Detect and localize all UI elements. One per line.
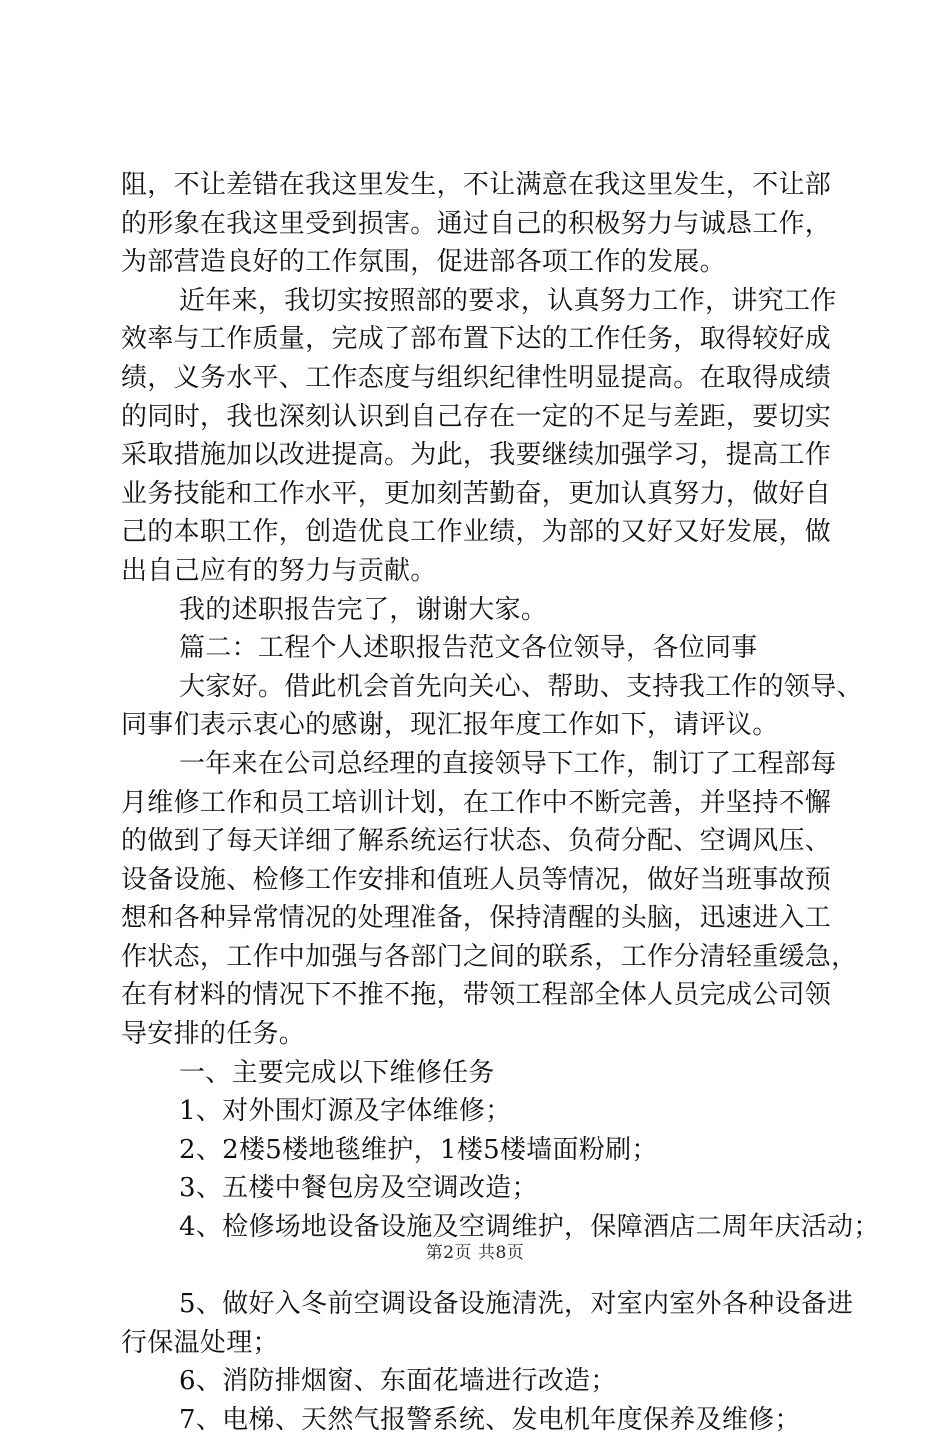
text-line: 2、2楼5楼地毯维护，1楼5楼墙面粉刷；	[179, 1134, 658, 1165]
text-line: 的同时，我也深刻认识到自己存在一定的不足与差距，要切实	[121, 401, 832, 432]
text-line: 一、主要完成以下维修任务	[179, 1057, 495, 1088]
text-line: 在有材料的情况下不推不拖，带领工程部全体人员完成公司领	[121, 980, 832, 1011]
text-line: 设备设施、检修工作安排和值班人员等情况，做好当班事故预	[121, 864, 832, 895]
text-line: 效率与工作质量，完成了部布置下达的工作任务，取得较好成	[121, 324, 832, 355]
text-line: 作状态，工作中加强与各部门之间的联系，工作分清轻重缓急，	[121, 941, 858, 972]
text-line: 近年来，我切实按照部的要求，认真努力工作，讲究工作	[179, 285, 837, 316]
text-line: 阻，不让差错在我这里发生，不让满意在我这里发生，不让部	[121, 170, 832, 200]
text-line: 的形象在我这里受到损害。通过自己的积极努力与诚恳工作，	[121, 208, 832, 239]
text-line: 4、检修场地设备设施及空调维护，保障酒店二周年庆活动；	[179, 1212, 880, 1243]
text-line: 导安排的任务。	[121, 1019, 306, 1050]
text-line: 一年来在公司总经理的直接领导下工作，制订了工程部每	[179, 748, 837, 779]
text-line: 想和各种异常情况的处理准备，保持清醒的头脑，迅速进入工	[121, 903, 832, 934]
text-line: 绩，义务水平、工作态度与组织纪律性明显提高。在取得成绩	[121, 362, 832, 393]
text-line: 采取措施加以改进提高。为此，我要继续加强学习，提高工作	[121, 440, 832, 471]
text-line: 6、消防排烟窗、东面花墙进行改造；	[179, 1366, 617, 1397]
text-line: 篇二：工程个人述职报告范文各位领导，各位同事	[179, 633, 758, 664]
text-line: 大家好。借此机会首先向关心、帮助、支持我工作的领导、	[179, 671, 863, 702]
text-line: 出自己应有的努力与贡献。	[121, 555, 437, 586]
text-line: 行保温处理；	[121, 1327, 279, 1358]
text-line: 我的述职报告完了，谢谢大家。	[179, 594, 548, 625]
text-line: 的做到了每天详细了解系统运行状态、负荷分配、空调风压、	[121, 826, 832, 857]
text-line: 同事们表示衷心的感谢，现汇报年度工作如下，请评议。	[121, 710, 779, 741]
text-line: 己的本职工作，创造优良工作业绩，为部的又好又好发展，做	[121, 517, 832, 548]
text-line: 3、五楼中餐包房及空调改造；	[179, 1173, 538, 1204]
page-footer: 第2页 共8页	[425, 1243, 525, 1263]
text-line: 月维修工作和员工培训计划，在工作中不断完善，并坚持不懈	[121, 787, 832, 818]
text-line: 为部营造良好的工作氛围，促进部各项工作的发展。	[121, 247, 726, 278]
text-line: 5、做好入冬前空调设备设施清洗，对室内室外各种设备进	[179, 1289, 854, 1320]
text-line: 业务技能和工作水平，更加刻苦勤奋，更加认真努力，做好自	[121, 478, 832, 509]
text-line: 7、电梯、天然气报警系统、发电机年度保养及维修；	[179, 1405, 801, 1435]
text-line: 1、对外围灯源及字体维修；	[179, 1096, 512, 1127]
